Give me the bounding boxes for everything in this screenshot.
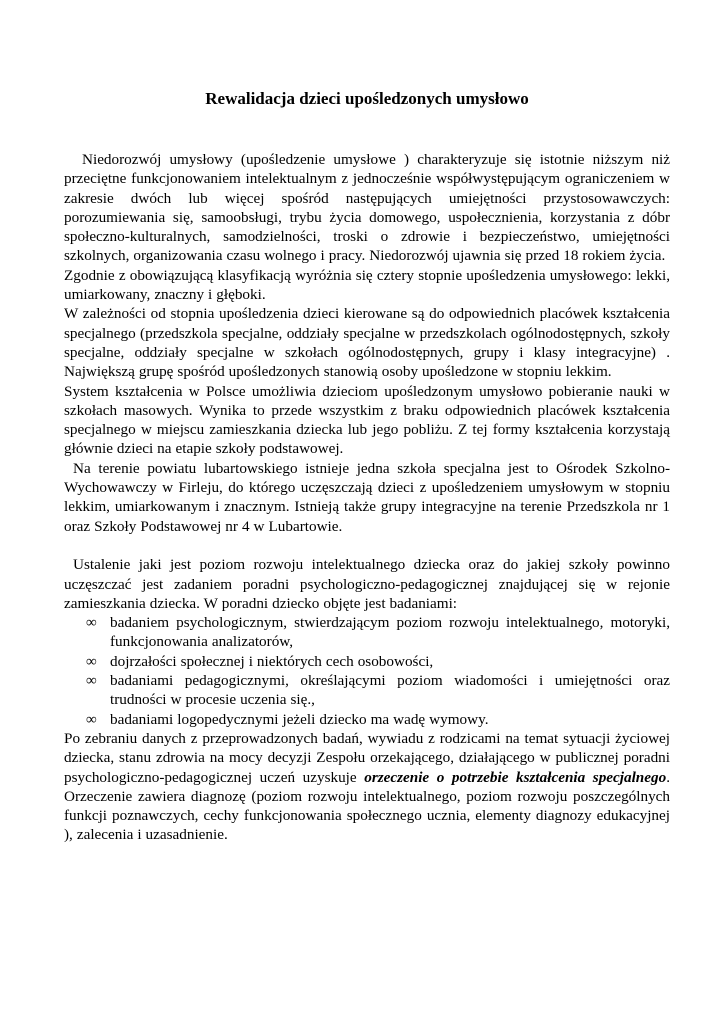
paragraph-special-education: W zależności od stopnia upośledzenia dzieci kierowane są do odpowiednich placówek kształcenia specjalnego (przedszkola specjalne, oddziały specjalne w przedszkolach ogólnodostępnych, szkoły specjalne, oddziały specjalne w szkołach ogólnodostępnych, grupy i klasy integracyjne) . Największą grupę spośród upośledzonych stanowią osoby upośledzone w stopniu lekkim.	[64, 305, 670, 381]
certificate-text-before: Po zebraniu danych z przeprowadzonych badań, wywiadu z rodzicami na temat sytuacji życiowej dziecka, stanu zdrowia na mocy decyzji Zespołu orzekającego, działającego w publicznej poradni psychologiczno-pedagogicznej uczeń uzyskuje	[64, 729, 670, 786]
infinity-bullet-icon: ∞	[86, 614, 97, 632]
list-item-text: badaniami pedagogicznymi, określającymi poziom wiadomości i umiejętności oraz trudności w procesie uczenia się.,	[110, 672, 670, 709]
paragraph-definition: Niedorozwój umysłowy (upośledzenie umysłowe ) charakteryzuje się istotnie niższym niż przeciętne funkcjonowaniem intelektualnym z jednocześnie współwystępującym ograniczeniem w zakresie dwóch lub więcej spośród następujących umiejętności przystosowawczych: porozumiewania się, samoobsługi, trybu życia domowego, uspołecznienia, korzystania z dóbr społeczno-kulturalnych, samodzielności, troski o zdrowie i bezpieczeństwo, umiejętności szkolnych, organizowania czasu wolnego i pracy. Niedorozwój ujawnia się przed 18 rokiem życia.	[64, 151, 670, 265]
paragraph-classification: Zgodnie z obowiązującą klasyfikacją wyróżnia się cztery stopnie upośledzenia umysłowego: lekki, umiarkowany, znaczny i głęboki.	[64, 266, 670, 304]
infinity-bullet-icon: ∞	[86, 672, 97, 690]
list-item	[86, 710, 670, 729]
paragraph-local-schools: Na terenie powiatu lubartowskiego istnieje jedna szkoła specjalna jest to Ośrodek Szkolno- Wychowawczy w Firleju, do którego uczęszczają dzieci z upośledzeniem umysłowym w stopniu lekkim, umiarkowanym i znacznym. Istnieją także grupy integracyjne na terenie Przedszkola nr 1 oraz Szkoły Podstawowej nr 4 w Lubartowie.	[64, 459, 670, 535]
list-item-text: badaniem psychologicznym, stwierdzającym poziom rozwoju intelektualnego, motoryki, funkcjonowania analizatorów,	[110, 614, 670, 651]
list-item	[86, 671, 670, 710]
list-item	[86, 652, 670, 671]
document-title: Rewalidacja dzieci upośledzonych umysłowo	[205, 89, 529, 108]
certificate-text-after: . Orzeczenie zawiera diagnozę (poziom rozwoju intelektualnego, poziom rozwoju poszczególnych funkcji poznawczych, cechy funkcjonowania społecznego ucznia, elementy diagnozy edukacyjnej ), zalecenia i uzasadnienie.	[64, 768, 670, 844]
infinity-bullet-icon: ∞	[86, 710, 97, 728]
list-item	[86, 613, 670, 652]
document-body	[64, 150, 670, 845]
paragraph-education-system: System kształcenia w Polsce umożliwia dzieciom upośledzonym umysłowo pobieranie nauki w szkołach masowych. Wynika to przede wszystkim z braku odpowiednich placówek kształcenia specjalnego w miejscu zamieszkania dziecka lub jego pobliżu. Z tej formy kształcenia korzystają głównie dzieci na etapie szkoły podstawowej.	[64, 382, 670, 458]
paragraph-spacer	[64, 536, 670, 555]
paragraph-assessment: Ustalenie jaki jest poziom rozwoju intelektualnego dziecka oraz do jakiej szkoły powinno uczęszczać jest zadaniem poradni psychologiczno-pedagogicznej znajdującej się w rejonie zamieszkania dziecka. W poradni dziecko objęte jest badaniami:	[64, 556, 670, 612]
list-item-text: badaniami logopedycznymi jeżeli dziecko ma wadę wymowy.	[110, 710, 489, 728]
infinity-bullet-icon: ∞	[86, 652, 97, 670]
paragraph-certificate	[64, 729, 670, 845]
certificate-emphasis: orzeczenie o potrzebie kształcenia specjalnego	[364, 768, 667, 786]
assessment-list	[64, 613, 670, 729]
list-item-text: dojrzałości społecznej i niektórych cech osobowości,	[110, 652, 434, 670]
